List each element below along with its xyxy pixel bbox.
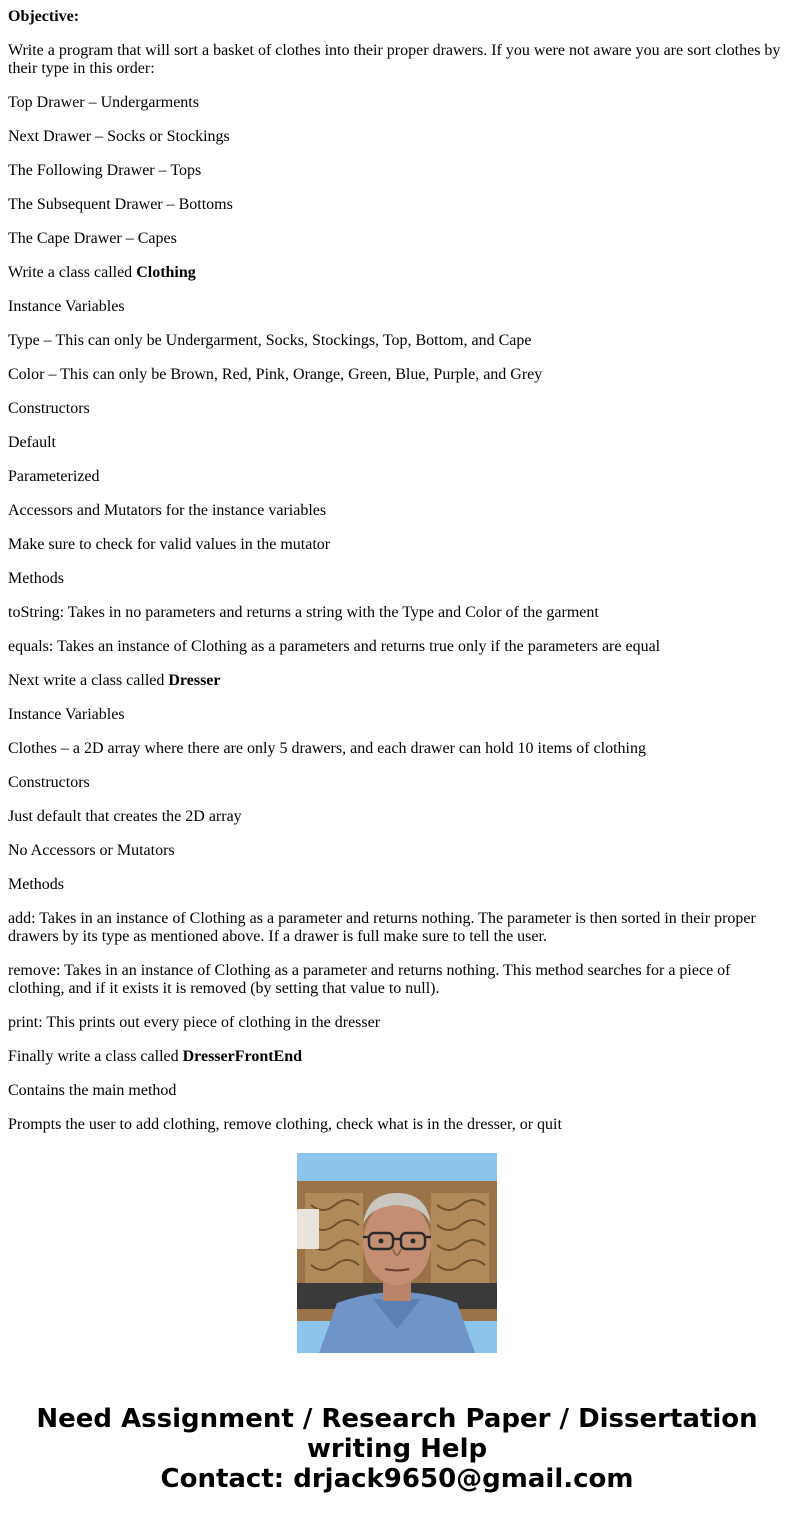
clothing-spec-line: Default <box>8 434 56 451</box>
dresser-spec-line: Instance Variables <box>8 706 125 723</box>
promo-banner <box>0 1404 794 1494</box>
dresser-spec-line: No Accessors or Mutators <box>8 842 175 859</box>
assignment-document <box>8 0 786 1133</box>
frontend-class-line: Finally write a class called DresserFrontEnd <box>8 1048 303 1065</box>
author-avatar <box>297 1153 497 1353</box>
clothing-spec-line: Methods <box>8 570 64 587</box>
clothing-spec-line: equals: Takes an instance of Clothing as a parameters and returns true only if the parameters are equal <box>8 638 661 655</box>
clothing-spec-line: Parameterized <box>8 468 100 485</box>
dresser-class-name: Dresser <box>168 672 221 689</box>
drawer-line: The Cape Drawer – Capes <box>8 230 177 247</box>
drawer-line: Top Drawer – Undergarments <box>8 94 199 111</box>
dresser-spec-line: Constructors <box>8 774 90 791</box>
clothing-class-name: Clothing <box>136 264 196 281</box>
dresser-spec-line: Just default that creates the 2D array <box>8 808 242 825</box>
clothing-spec-line: toString: Takes in no parameters and returns a string with the Type and Color of the garment <box>8 604 599 621</box>
author-portrait-image <box>297 1153 497 1353</box>
intro-paragraph: Write a program that will sort a basket of clothes into their proper drawers. If you were not aware you are sort clothes by their type in this order: <box>8 42 781 77</box>
clothing-spec-line: Type – This can only be Undergarment, Socks, Stockings, Top, Bottom, and Cape <box>8 332 532 349</box>
clothing-spec-line: Accessors and Mutators for the instance variables <box>8 502 327 519</box>
promo-line-2: writing Help <box>306 1434 488 1464</box>
clothing-spec-line: Instance Variables <box>8 298 125 315</box>
frontend-class-name: DresserFrontEnd <box>182 1048 303 1065</box>
dresser-spec-line: Methods <box>8 876 64 893</box>
objective-heading: Objective: <box>8 8 80 25</box>
drawer-line: Next Drawer – Socks or Stockings <box>8 128 230 145</box>
drawer-line: The Following Drawer – Tops <box>8 162 202 179</box>
promo-contact-line: Contact: drjack9650@gmail.com <box>160 1464 634 1494</box>
clothing-spec-line: Color – This can only be Brown, Red, Pink, Orange, Green, Blue, Purple, and Grey <box>8 366 543 383</box>
dresser-spec-line: print: This prints out every piece of clothing in the dresser <box>8 1014 381 1031</box>
frontend-spec-line: Prompts the user to add clothing, remove clothing, check what is in the dresser, or quit <box>8 1116 562 1133</box>
drawer-line: The Subsequent Drawer – Bottoms <box>8 196 233 213</box>
clothing-class-line: Write a class called Clothing <box>8 264 196 281</box>
dresser-class-line: Next write a class called Dresser <box>8 672 221 689</box>
clothing-spec-line: Make sure to check for valid values in the mutator <box>8 536 331 553</box>
clothing-spec-line: Constructors <box>8 400 90 417</box>
dresser-spec-line: Clothes – a 2D array where there are only 5 drawers, and each drawer can hold 10 items of clothing <box>8 740 646 757</box>
frontend-spec-line: Contains the main method <box>8 1082 177 1099</box>
promo-line-1: Need Assignment / Research Paper / Dissertation <box>36 1404 758 1434</box>
dresser-spec-line: add: Takes in an instance of Clothing as a parameter and returns nothing. The parameter is then sorted in their proper drawers by its type as mentioned above. If a drawer is full make sure to tell the user. <box>8 910 756 945</box>
dresser-spec-line: remove: Takes in an instance of Clothing as a parameter and returns nothing. This method searches for a piece of clothing, and if it exists it is removed (by setting that value to null). <box>8 962 731 997</box>
